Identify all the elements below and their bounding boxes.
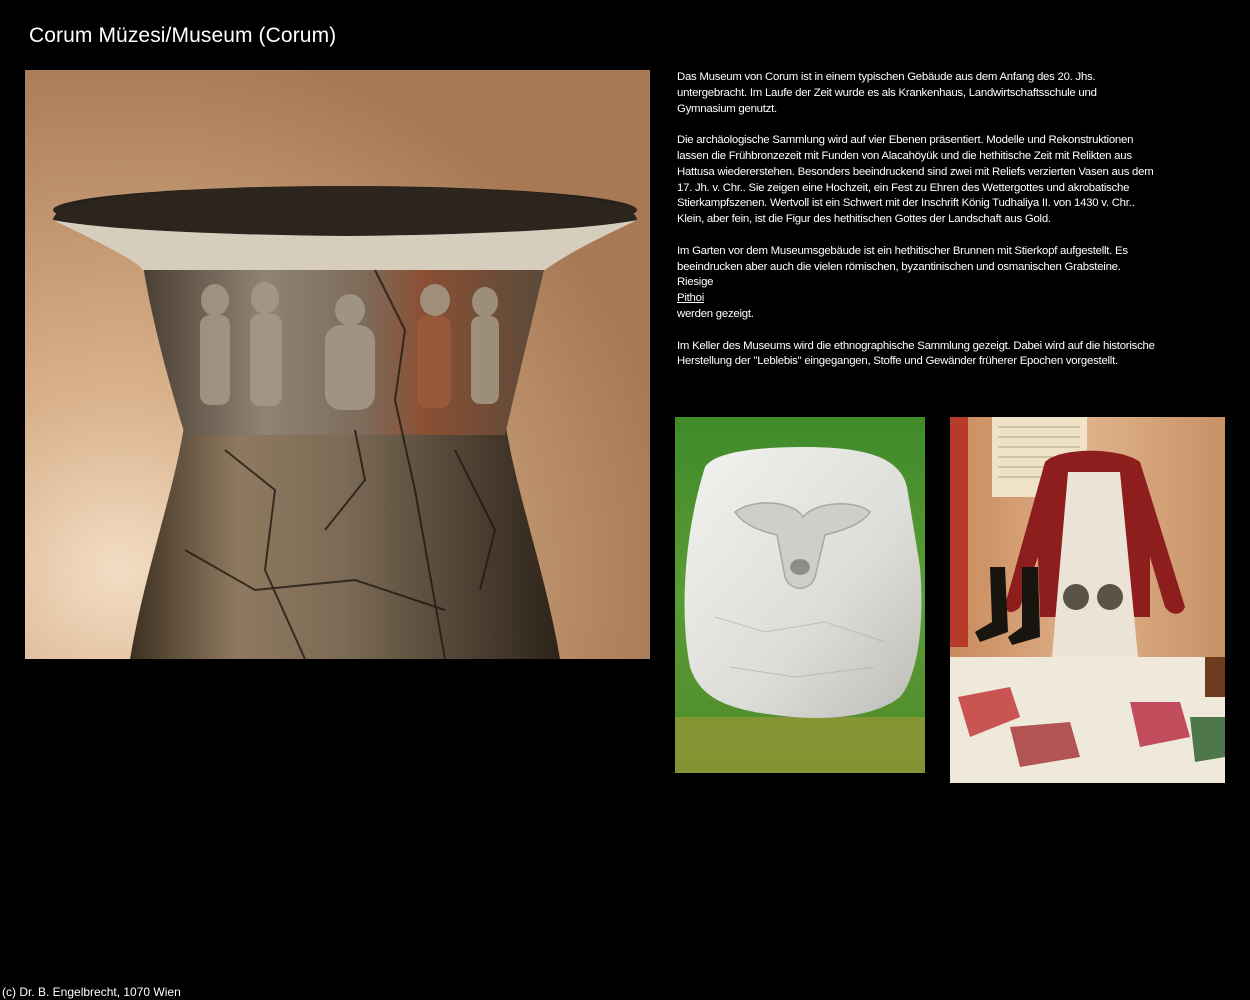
garden-text-before-link: Im Garten vor dem Museumsgebäude ist ein hethitischer Brunnen mit Stierkopf aufgestellt. Es beeindrucken aber auch die vielen römischen, byzantinischen und osmanischen Grabsteine. Riesige xyxy=(677,244,1128,289)
page-title: Corum Müzesi/Museum (Corum) xyxy=(29,24,337,47)
museum-description xyxy=(677,70,1157,386)
pithoi-link[interactable]: Pithoi xyxy=(677,292,704,305)
fountain-photo[interactable] xyxy=(675,417,925,773)
copyright-footer: (c) Dr. B. Engelbrecht, 1070 Wien xyxy=(2,985,181,999)
description-paragraph-ethnography: Im Keller des Museums wird die ethnographische Sammlung gezeigt. Dabei wird auf die historische Herstellung der "Leblebis" eingegangen, Stoffe und Gewänder früherer Epochen vorgestellt. xyxy=(677,339,1155,368)
vase-image xyxy=(25,70,650,659)
costume-image xyxy=(950,417,1225,783)
vase-photo[interactable] xyxy=(25,70,650,659)
fountain-image xyxy=(675,417,925,773)
description-paragraph-archaeology: Die archäologische Sammlung wird auf vier Ebenen präsentiert. Modelle und Rekonstruktionen lassen die Frühbronzezeit mit Funden von Alacahöyük und die hethitische Zeit mit Relikten aus Hattusa wiedererstehen. Besonders beeindruckend sind zwei mit Reliefs verzierten Vasen aus dem 17. Jh. v. Chr.. Sie zeigen eine Hochzeit, ein Fest zu Ehren des Wettergottes und akrobatische Stierkampfszenen. Wertvoll ist ein Schwert mit der Inschrift König Tudhaliya II. von 1430 v. Chr.. Klein, aber fein, ist die Figur des hethitischen Gottes der Landschaft aus Gold. xyxy=(677,134,1154,226)
garden-text-after-link: werden gezeigt. xyxy=(677,307,754,320)
description-paragraph-history: Das Museum von Corum ist in einem typischen Gebäude aus dem Anfang des 20. Jhs. untergebracht. Im Laufe der Zeit wurde es als Krankenhaus, Landwirtschaftsschule und Gymnasium genutzt. xyxy=(677,71,1097,115)
description-paragraph-garden xyxy=(677,244,1157,323)
costume-photo[interactable] xyxy=(950,417,1225,783)
